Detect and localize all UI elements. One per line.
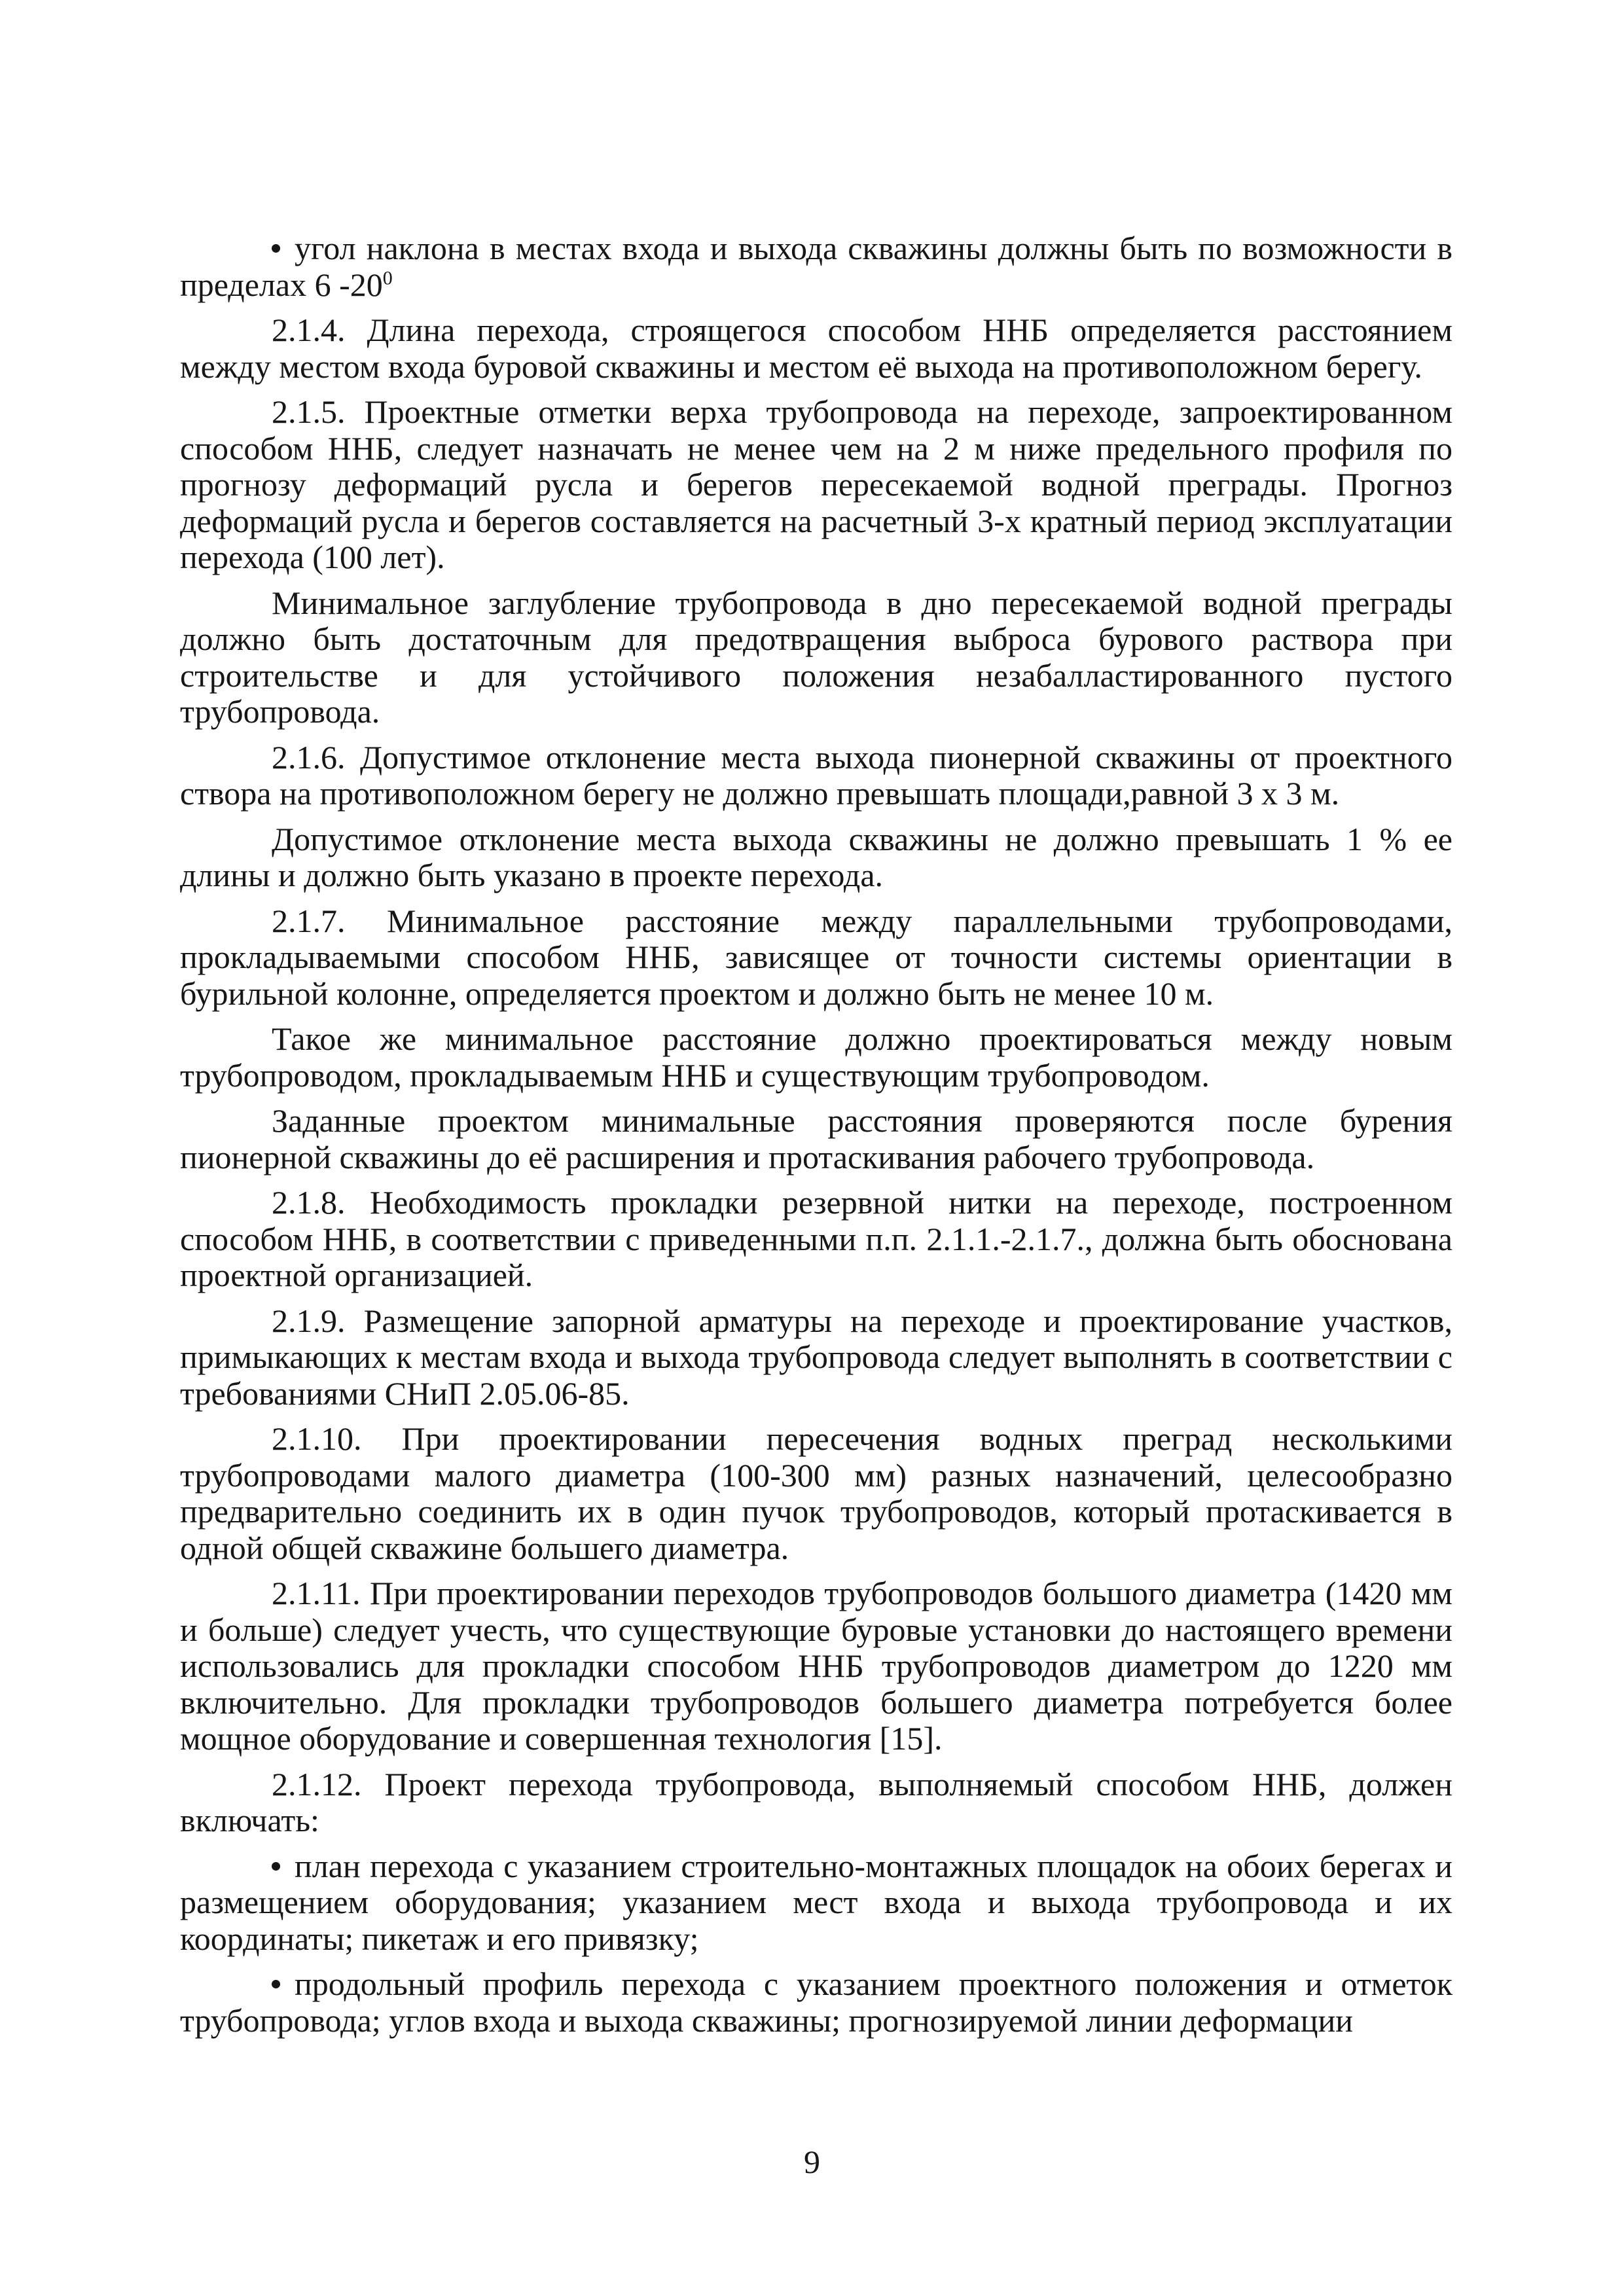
paragraph-exit-deviation: Допустимое отклонение места выхода скважины не должно превышать 1 % ее длины и должно быть указано в проекте перехода. xyxy=(180,820,1453,893)
degree-superscript: 0 xyxy=(382,266,393,289)
paragraph-2-1-10: 2.1.10. При проектировании пересечения водных преград несколькими трубопроводами малого диаметра (100-300 мм) разных назначений, целесообразно предварительно соединить их в один пучок трубопроводов, который протаскивается в одной общей скважине большего диаметра. xyxy=(180,1420,1453,1566)
paragraph-distance-check: Заданные проектом минимальные расстояния проверяются после бурения пионерной скважины до её расширения и протаскивания рабочего трубопровода. xyxy=(180,1102,1453,1175)
bullet-dot-icon xyxy=(272,1980,280,1988)
paragraph-2-1-8: 2.1.8. Необходимость прокладки резервной нитки на переходе, построенном способом ННБ, в соответствии с приведенными п.п. 2.1.1.-2.1.7., должна быть обоснована проектной организацией. xyxy=(180,1184,1453,1293)
paragraph-2-1-7: 2.1.7. Минимальное расстояние между параллельными трубопроводами, прокладываемыми способом ННБ, зависящее от точности системы ориентации в бурильной колонне, определяется проектом и должно быть не менее 10 м. xyxy=(180,902,1453,1012)
paragraph-same-distance: Такое же минимальное расстояние должно проектироваться между новым трубопроводом, прокладываемым ННБ и существующим трубопроводом. xyxy=(180,1020,1453,1094)
paragraph-2-1-5: 2.1.5. Проектные отметки верха трубопровода на переходе, запроектированном способом ННБ, следует назначать не менее чем на 2 м ниже предельного профиля по прогнозу деформаций русла и берегов пересекаемой водной преграды. Прогноз деформаций русла и берегов составляется на расчетный 3-х кратный период эксплуатации перехода (100 лет). xyxy=(180,393,1453,575)
paragraph-2-1-4: 2.1.4. Длина перехода, строящегося способом ННБ определяется расстоянием между местом входа буровой скважины и местом её выхода на противоположном берегу. xyxy=(180,312,1453,385)
bullet-text: план перехода с указанием строительно-монтажных площадок на обоих берегах и размещением оборудования; указанием мест входа и выхода трубопровода и их координаты; пикетаж и его привязку; xyxy=(180,1847,1453,1957)
bullet-text: продольный профиль перехода с указанием проектного положения и отметок трубопровода; углов входа и выхода скважины; прогнозируемой линии деформации xyxy=(180,1965,1453,2039)
bullet-text: угол наклона в местах входа и выхода скважины должны быть по возможности в пределах 6 -20 xyxy=(180,230,1453,303)
paragraph-2-1-6: 2.1.6. Допустимое отклонение места выхода пионерной скважины от проектного створа на противоположном берегу не должно превышать площади,равной 3 х 3 м. xyxy=(180,738,1453,812)
paragraph-2-1-9: 2.1.9. Размещение запорной арматуры на переходе и проектирование участков, примыкающих к местам входа и выхода трубопровода следует выполнять в соответствии с требованиями СНиП 2.05.06-85. xyxy=(180,1302,1453,1412)
bullet-item-entry-angle xyxy=(180,230,1453,303)
bullet-item-profile xyxy=(180,1966,1453,2039)
page-number: 9 xyxy=(804,2144,820,2180)
bullet-dot-icon xyxy=(272,244,280,253)
body-text xyxy=(180,230,1453,2048)
paragraph-2-1-12: 2.1.12. Проект перехода трубопровода, выполняемый способом ННБ, должен включать: xyxy=(180,1765,1453,1839)
paragraph-2-1-11: 2.1.11. При проектировании переходов трубопроводов большого диаметра (1420 мм и больше) следует учесть, что существующие буровые установки до настоящего времени использовались для прокладки способом ННБ трубопроводов диаметром до 1220 мм включительно. Для прокладки трубопроводов большего диаметра потребуется более мощное оборудование и совершенная технология [15]. xyxy=(180,1575,1453,1757)
paragraph-min-depth: Минимальное заглубление трубопровода в дно пересекаемой водной преграды должно быть достаточным для предотвращения выброса бурового раствора при строительстве и для устойчивого положения незабалластированного пустого трубопровода. xyxy=(180,584,1453,730)
bullet-dot-icon xyxy=(272,1862,280,1871)
bullet-item-plan xyxy=(180,1848,1453,1958)
